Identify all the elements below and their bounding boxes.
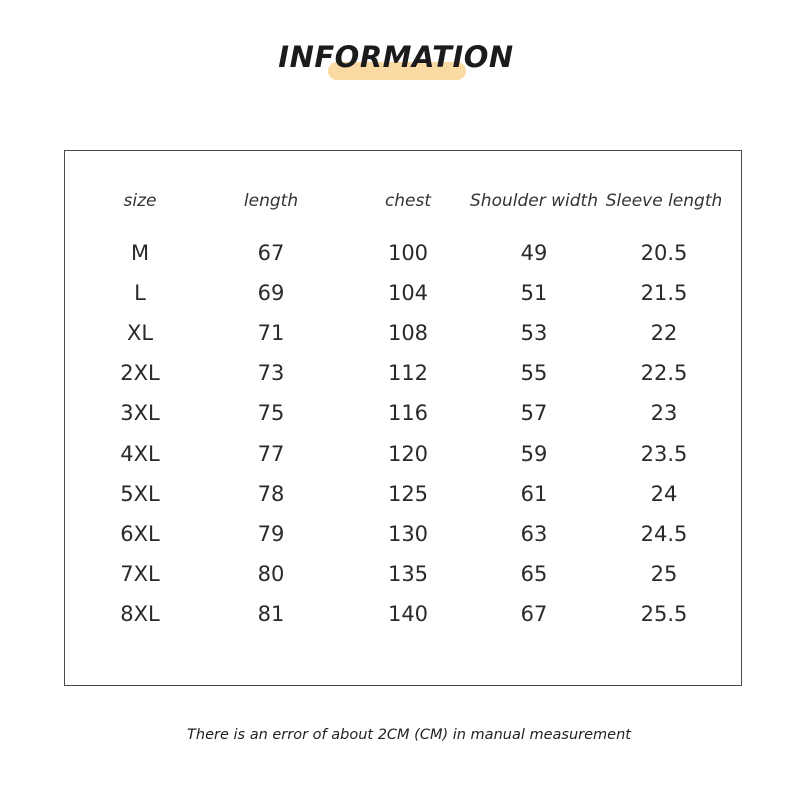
cell-length: 77 [257,441,285,466]
cell-length: 79 [257,521,285,546]
cell-chest: 130 [387,521,429,546]
cell-sleeve-length: 24 [650,481,678,506]
header-length: length [243,191,299,211]
cell-shoulder-width: 65 [520,561,548,586]
cell-chest: 135 [387,561,429,586]
header-sleeve-length: Sleeve length [605,191,723,211]
cell-shoulder-width: 61 [520,481,548,506]
cell-sleeve-length: 22.5 [640,361,688,386]
measurement-note: There is an error of about 2CM (CM) in manual measurement [187,727,631,743]
header-size: size [123,191,157,211]
cell-shoulder-width: 51 [520,281,548,306]
cell-size: XL [126,321,154,346]
cell-shoulder-width: 67 [520,601,548,626]
cell-sleeve-length: 25.5 [640,601,688,626]
cell-size: 5XL [120,481,160,506]
header-shoulder-width: Shoulder width [470,191,598,211]
cell-size: 7XL [120,561,160,586]
cell-size: 8XL [120,601,160,626]
cell-length: 69 [257,281,285,306]
cell-length: 71 [257,321,285,346]
cell-sleeve-length: 20.5 [640,241,688,265]
cell-size: 6XL [120,521,160,546]
cell-chest: 108 [387,321,429,346]
cell-sleeve-length: 21.5 [640,281,688,306]
cell-size: 4XL [120,441,160,466]
cell-chest: 112 [387,361,429,386]
cell-chest: 140 [387,601,429,626]
cell-length: 73 [257,361,285,386]
cell-length: 78 [257,481,285,506]
cell-sleeve-length: 23 [650,401,678,426]
cell-shoulder-width: 59 [520,441,548,466]
cell-sleeve-length: 23.5 [640,441,688,466]
cell-length: 80 [257,561,285,586]
cell-size: L [134,281,146,306]
page-header [0,40,800,90]
cell-chest: 104 [387,281,429,306]
cell-sleeve-length: 24.5 [640,521,688,546]
cell-size: 3XL [120,401,160,426]
cell-length: 67 [257,241,285,265]
cell-shoulder-width: 57 [520,401,548,426]
cell-chest: 100 [387,241,429,265]
cell-chest: 116 [387,401,429,426]
cell-size: 2XL [120,361,160,386]
cell-length: 81 [257,601,285,626]
cell-shoulder-width: 55 [520,361,548,386]
cell-shoulder-width: 53 [520,321,548,346]
cell-sleeve-length: 25 [650,561,678,586]
cell-size: M [130,241,150,265]
size-table [64,150,742,686]
page-title: INFORMATION [278,40,514,74]
cell-chest: 125 [387,481,429,506]
cell-sleeve-length: 22 [650,321,678,346]
cell-length: 75 [257,401,285,426]
header-chest: chest [384,191,432,211]
cell-chest: 120 [387,441,429,466]
cell-shoulder-width: 49 [520,241,548,265]
cell-shoulder-width: 63 [520,521,548,546]
